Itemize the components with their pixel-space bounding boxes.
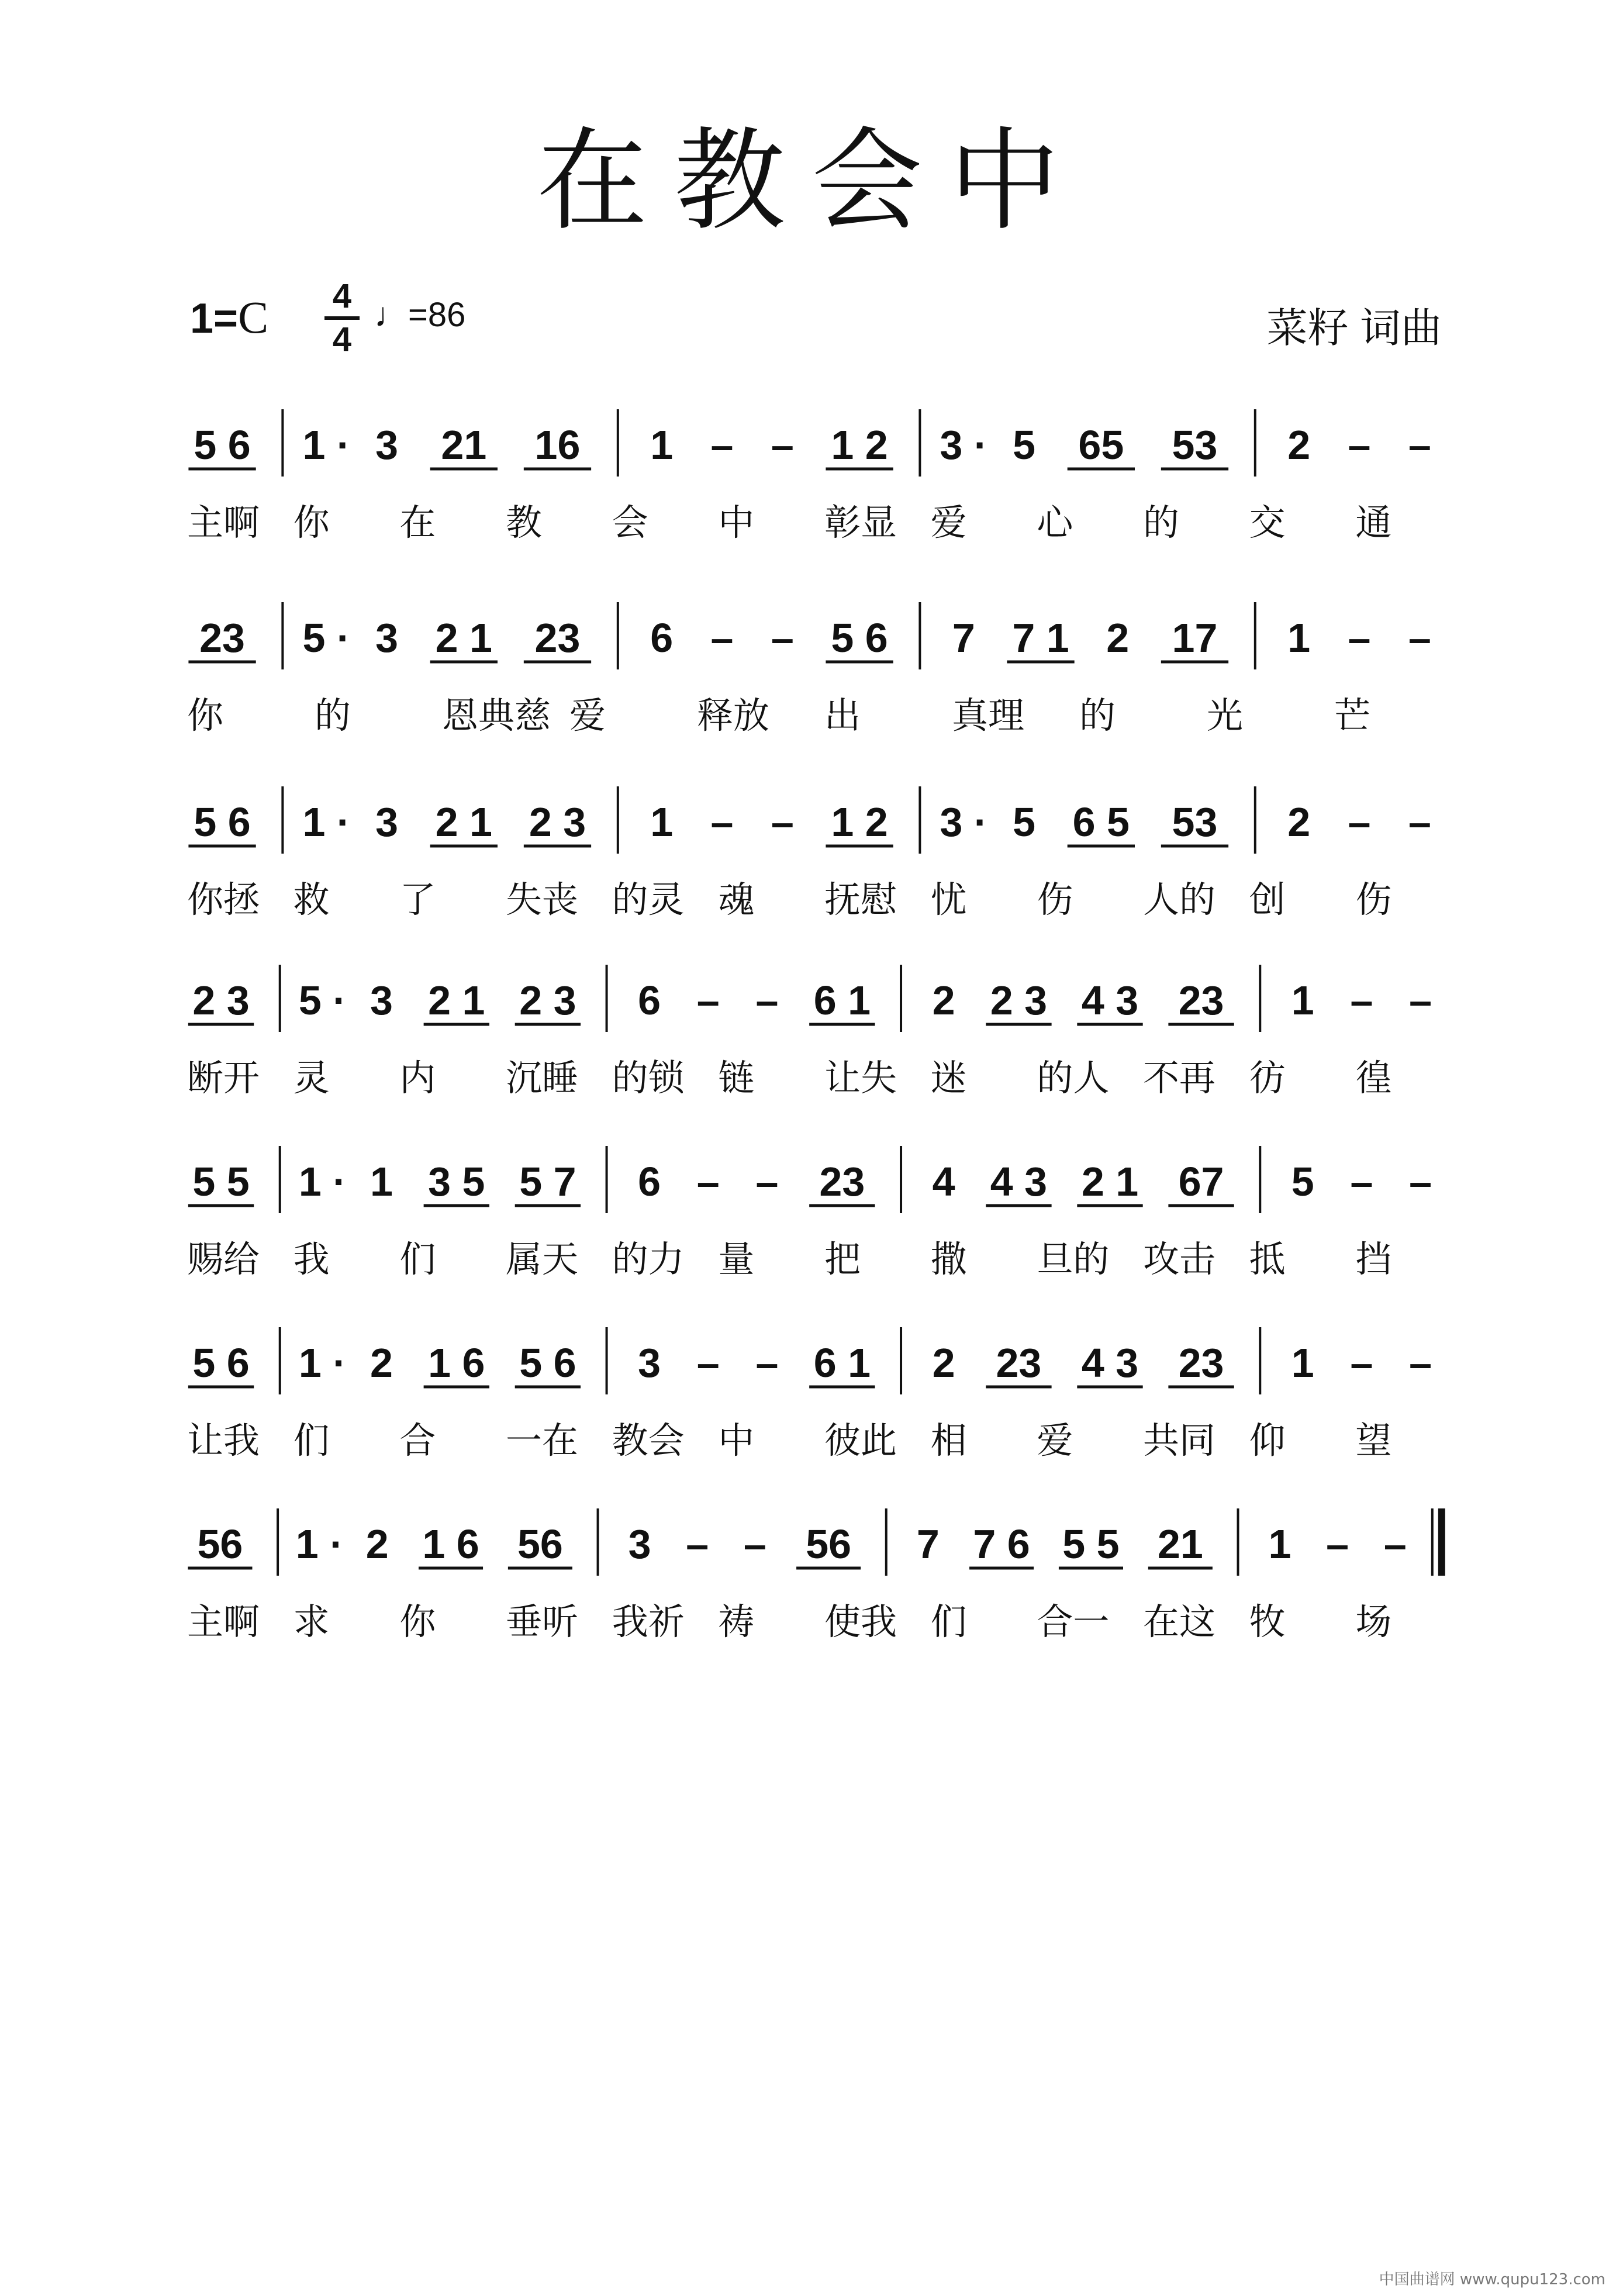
note: 2 3 (529, 799, 586, 845)
watermark: 中国曲谱网 www.qupu123.com (1379, 2271, 1605, 2288)
lyric-syllable: 心 (1037, 501, 1073, 544)
note: 2 (1287, 799, 1311, 845)
lyric-syllable: 人的 (1143, 878, 1216, 921)
dash-extension: – (755, 1159, 779, 1204)
note: 2 (370, 1340, 393, 1386)
note: 1 (1291, 1340, 1314, 1386)
note: 5 6 (194, 799, 251, 845)
note: 2 1 (428, 978, 485, 1023)
note: 5 · (302, 615, 351, 661)
note: 7 6 (973, 1521, 1030, 1567)
dash-extension: – (696, 1340, 720, 1386)
lyric-syllable: 我 (293, 1238, 330, 1280)
dash-extension: – (1408, 799, 1431, 845)
lyric-syllable: 们 (930, 1600, 967, 1643)
lyric-syllable: 彷 (1249, 1056, 1286, 1099)
note: 3 (375, 422, 399, 468)
lyric-syllable: 魂 (718, 878, 755, 921)
note: 1 · (298, 1159, 347, 1204)
lyric-syllable: 光 (1207, 694, 1244, 737)
note: 1 2 (831, 422, 888, 468)
note: 5 7 (519, 1159, 576, 1204)
lyric-syllable: 彰显 (824, 501, 897, 544)
note: 6 1 (813, 1340, 871, 1386)
note: 23 (534, 615, 581, 661)
lyric-syllable: 我祈 (612, 1600, 685, 1643)
note: 4 (932, 1159, 955, 1204)
note: 5 · (298, 978, 347, 1023)
lyric-syllable: 你 (187, 694, 224, 737)
note: 7 (916, 1521, 940, 1567)
lyric-syllable: 相 (930, 1419, 967, 1462)
time-top: 4 (332, 277, 352, 315)
lyric-syllable: 仰 (1249, 1419, 1286, 1462)
note: 2 3 (192, 978, 250, 1023)
note: 1 (650, 422, 674, 468)
note: 5 5 (192, 1159, 250, 1204)
note: 5 (1013, 422, 1036, 468)
note: 3 (628, 1521, 651, 1567)
dash-extension: – (771, 615, 794, 661)
lyric-syllable: 在这 (1143, 1600, 1216, 1643)
note: 1 (1287, 615, 1311, 661)
lyric-syllable: 灵 (293, 1056, 330, 1099)
dash-extension: – (771, 422, 794, 468)
lyric-syllable: 创 (1249, 878, 1286, 921)
lyric-syllable: 攻击 (1143, 1238, 1216, 1280)
quarter-note-icon: ♩ (374, 296, 408, 334)
lyric-syllable: 让我 (187, 1419, 260, 1462)
lyric-syllable: 祷 (718, 1600, 755, 1643)
note: 4 3 (1081, 978, 1139, 1023)
lyric-syllable: 出 (824, 694, 861, 737)
note: 1 (370, 1159, 393, 1204)
lyric-syllable: 把 (824, 1238, 861, 1280)
lyric-syllable: 的 (315, 694, 351, 737)
note: 2 (932, 978, 955, 1023)
composer-credit: 菜籽 词曲 (1266, 305, 1442, 351)
lyric-syllable: 真理 (952, 694, 1025, 737)
note: 56 (197, 1521, 243, 1567)
lyric-syllable: 中 (718, 501, 755, 544)
lyric-syllable: 爱 (1037, 1419, 1073, 1462)
lyric-syllable: 抵 (1249, 1238, 1286, 1280)
lyric-syllable: 赐给 (187, 1238, 260, 1280)
note: 1 6 (428, 1340, 485, 1386)
note: 6 (638, 1159, 661, 1204)
lyric-syllable: 你拯 (187, 878, 260, 921)
lyric-syllable: 救 (293, 878, 330, 921)
note: 23 (199, 615, 246, 661)
dash-extension: – (696, 1159, 720, 1204)
dash-extension: – (755, 1340, 779, 1386)
note: 3 · (940, 422, 988, 468)
lyric-syllable: 你 (293, 501, 330, 544)
note: 23 (1178, 978, 1224, 1023)
dash-extension: – (743, 1521, 766, 1567)
note: 23 (1178, 1340, 1224, 1386)
lyric-syllable: 不再 (1143, 1056, 1216, 1099)
dash-extension: – (710, 422, 734, 468)
note: 1 (1268, 1521, 1292, 1567)
lyric-syllable: 量 (718, 1238, 755, 1280)
dash-extension: – (1348, 422, 1371, 468)
note: 2 1 (1081, 1159, 1139, 1204)
dash-extension: – (771, 799, 794, 845)
note: 1 (1291, 978, 1314, 1023)
dash-extension: – (1408, 615, 1431, 661)
lyric-syllable: 中 (718, 1419, 755, 1462)
note: 3 · (940, 799, 988, 845)
lyric-syllable: 会 (612, 501, 648, 544)
lyric-syllable: 爱 (930, 501, 967, 544)
note: 2 1 (435, 799, 492, 845)
song-title: 在教会中 (536, 116, 1086, 246)
lyric-syllable: 伤 (1037, 878, 1073, 921)
dash-extension: – (1409, 1340, 1432, 1386)
note: 1 · (302, 799, 351, 845)
lyric-syllable: 你 (399, 1600, 436, 1643)
note: 1 (650, 799, 674, 845)
lyric-syllable: 的灵 (612, 878, 685, 921)
note: 56 (806, 1521, 852, 1567)
note: 16 (534, 422, 581, 468)
lyric-syllable: 教 (506, 501, 543, 544)
note: 3 5 (428, 1159, 485, 1204)
lyric-syllable: 徨 (1355, 1056, 1392, 1099)
tempo-value: =86 (408, 296, 466, 334)
note: 5 6 (192, 1340, 250, 1386)
lyric-syllable: 主啊 (187, 1600, 260, 1643)
dash-extension: – (710, 799, 734, 845)
note: 6 5 (1072, 799, 1130, 845)
note: 2 (1287, 422, 1311, 468)
note: 5 (1291, 1159, 1314, 1204)
dash-extension: – (1409, 1159, 1432, 1204)
lyric-syllable: 了 (399, 878, 436, 921)
key-letter: C (238, 292, 269, 343)
dash-extension: – (1383, 1521, 1407, 1567)
note: 53 (1172, 422, 1218, 468)
lyric-syllable: 通 (1355, 501, 1392, 544)
note: 3 (375, 799, 399, 845)
lyric-syllable: 合一 (1037, 1600, 1110, 1643)
note: 3 (370, 978, 393, 1023)
key-prefix: 1= (190, 295, 239, 342)
lyric-syllable: 们 (293, 1419, 330, 1462)
lyric-syllable: 失丧 (506, 878, 579, 921)
note: 4 3 (1081, 1340, 1139, 1386)
note: 1 · (298, 1340, 347, 1386)
note: 2 (932, 1340, 955, 1386)
dash-extension: – (696, 978, 720, 1023)
lyric-syllable: 爱 (569, 694, 606, 737)
lyric-syllable: 的人 (1037, 1056, 1110, 1099)
dash-extension: – (1350, 978, 1373, 1023)
lyric-syllable: 牧 (1249, 1600, 1286, 1643)
lyric-syllable: 断开 (187, 1056, 260, 1099)
lyric-syllable: 释放 (697, 694, 770, 737)
note: 4 3 (990, 1159, 1048, 1204)
lyric-syllable: 的 (1079, 694, 1116, 737)
note: 1 2 (831, 799, 888, 845)
lyric-syllable: 迷 (930, 1056, 967, 1099)
note: 5 6 (194, 422, 251, 468)
note: 23 (819, 1159, 865, 1204)
note: 1 · (302, 422, 351, 468)
lyric-syllable: 沉睡 (506, 1056, 579, 1099)
lyric-syllable: 内 (399, 1056, 436, 1099)
lyric-syllable: 一在 (506, 1419, 579, 1462)
dash-extension: – (1350, 1340, 1373, 1386)
note: 1 6 (422, 1521, 479, 1567)
note: 2 3 (990, 978, 1048, 1023)
dash-extension: – (1350, 1159, 1373, 1204)
lyric-syllable: 忧 (930, 878, 967, 921)
note: 5 6 (831, 615, 888, 661)
lyric-syllable: 在 (399, 501, 436, 544)
lyric-syllable: 望 (1355, 1419, 1392, 1462)
note: 1 · (295, 1521, 344, 1567)
lyric-syllable: 交 (1249, 501, 1286, 544)
note: 3 (638, 1340, 661, 1386)
note: 17 (1172, 615, 1218, 661)
dash-extension: – (755, 978, 779, 1023)
lyric-syllable: 们 (399, 1238, 436, 1280)
time-bottom: 4 (332, 320, 352, 358)
lyric-syllable: 链 (718, 1056, 755, 1099)
note: 2 1 (435, 615, 492, 661)
note: 6 (650, 615, 674, 661)
note: 7 1 (1012, 615, 1069, 661)
lyric-syllable: 的锁 (612, 1056, 685, 1099)
lyric-syllable: 恩典慈 (442, 694, 551, 737)
dash-extension: – (1348, 615, 1371, 661)
lyric-syllable: 撒 (930, 1238, 967, 1280)
note: 5 6 (519, 1340, 576, 1386)
dash-extension: – (1326, 1521, 1349, 1567)
note: 65 (1078, 422, 1124, 468)
lyric-syllable: 求 (293, 1600, 330, 1643)
lyric-syllable: 属天 (506, 1238, 579, 1280)
dash-extension: – (1348, 799, 1371, 845)
note: 5 5 (1062, 1521, 1120, 1567)
note: 2 (365, 1521, 389, 1567)
lyric-syllable: 主啊 (187, 501, 260, 544)
dash-extension: – (1408, 422, 1431, 468)
note: 3 (375, 615, 399, 661)
lyric-syllable: 垂听 (506, 1600, 579, 1643)
lyric-syllable: 合 (399, 1419, 436, 1462)
dash-extension: – (710, 615, 734, 661)
lyric-syllable: 的力 (612, 1238, 685, 1280)
lyric-syllable: 旦的 (1037, 1238, 1110, 1280)
lyric-syllable: 芒 (1334, 694, 1371, 737)
note: 67 (1178, 1159, 1224, 1204)
dash-extension: – (686, 1521, 709, 1567)
note: 2 3 (519, 978, 576, 1023)
lyric-syllable: 伤 (1355, 878, 1392, 921)
note: 56 (517, 1521, 563, 1567)
note: 6 (638, 978, 661, 1023)
lyric-syllable: 共同 (1143, 1419, 1216, 1462)
note: 7 (952, 615, 975, 661)
lyric-syllable: 场 (1355, 1600, 1392, 1643)
lyric-syllable: 教会 (612, 1419, 685, 1462)
lyric-syllable: 挡 (1355, 1238, 1392, 1280)
dash-extension: – (1409, 978, 1432, 1023)
lyric-syllable: 彼此 (824, 1419, 897, 1462)
note: 5 (1013, 799, 1036, 845)
note: 6 1 (813, 978, 871, 1023)
note: 23 (996, 1340, 1042, 1386)
note: 2 (1106, 615, 1130, 661)
lyric-syllable: 的 (1143, 501, 1180, 544)
note: 21 (441, 422, 487, 468)
note: 21 (1157, 1521, 1203, 1567)
lyric-syllable: 抚慰 (824, 878, 897, 921)
lyric-syllable: 使我 (824, 1600, 897, 1643)
note: 53 (1172, 799, 1218, 845)
lyric-syllable: 让失 (824, 1056, 897, 1099)
